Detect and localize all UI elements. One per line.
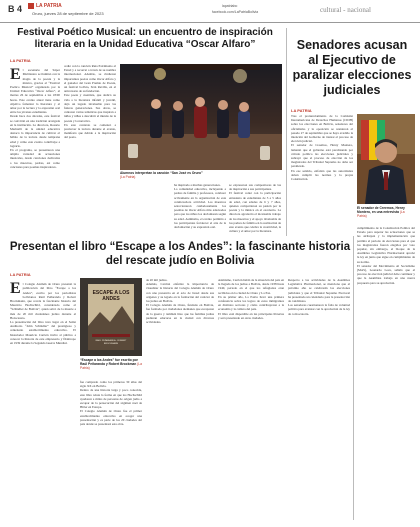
issue-date: Oruro, jueves 28 de septiembre de 2023 — [32, 11, 104, 16]
festival-col-2: cedió con la canción Ruta Patrimonio al Estrel y a recorrió a través de su nombre internacional. Además, se rindieron importantes poetas como Oscar Alfaro y el ganador del Gran Premio de Poesía, un festival bolivia, Iván Revilla, en el aniversario de su fundación. Este poeta y cuentista, que dedicó su vida a la literatura infantil y juvenil, dejó un legado invaluable para las futuras generaciones. Sus obras, se cantaron varias temáticas que inspiran a niños y niñas a descubrir el mundo de la poesía y la narrativa. En este contexto se comenzó a promover la lectura durante el evento, manifestó que debido a la inspiración del poeta. — [64, 64, 116, 140]
senador-portrait — [357, 114, 415, 204]
escape-byline: LA PATRIA — [10, 272, 31, 277]
escape-photo — [80, 278, 142, 356]
senadores-photo — [357, 114, 415, 204]
senadores-photo-caption: El senador de Creemos, Henry Montero, en una entrevista (La Patria) — [357, 206, 405, 219]
book-cover-authors: RAÚL PEÑARANDA · ROBERT BROCKMANN — [95, 340, 127, 345]
escape-col-5: Respecto a las actividades de la Asamblea Legislativa Plurinacional, se menciona que el próximo año se celebrarán las elecciones judiciales y que el Tribunal Supremo Electoral ha presentado un calendario para la preselección de candidatos. Los senadores cuestionaron la falta de voluntad política para avanzar con la aprobación de la ley de convocatoria. — [288, 278, 350, 316]
column-divider-lower — [353, 236, 354, 520]
senadores-col-2: cumplimiento de la Constitución Política del Estado para superar las actuaciones que se les atribuyen y la implementación que permita el periodo de elecciones para el que los magistrados fueron elegidos por voto popular, sin embargo, el bloque de la Asamblea Legislativa Plurinacional aprobó la ley en junio que sigue en cumplimiento de su norma. El senador del Movimiento Al Socialismo (MAS), Leonardo Loza, señaló que el proceso de elección judicial debe continuar y que la Asamblea trabaja en una nueva propuesta para su aprobación. — [357, 226, 415, 285]
escape-col-3: de 20 mil judíos. Además, Carrión enfatizó la importancia de visualizar la historia del Colegio Alemán de Oruro con una presencia en el acto de Israel desde sus orígenes y su legado en la formación del carácter de los judíos en Bolivia. El Colegio Alemán de Oruro, fundado en Bolivia, fue formado por ciudadanos alemanes que escaparon de la guerra y también hizo que las familias judías pudieran educarse en la ciudad con diversas actividades. — [146, 278, 214, 325]
escape-col-4: Asimismo, Carrión habló de la situación del país en la llegada de los judíos a Bolivia, desde 1938 hasta 1940, período en el que los refugiados eran recibidos en la ciudad de Oruro y La Paz. En su primer año, La Patria llevó una primera conferencia sobre los logros de estos inmigrantes en distintos sectores y cómo contribuyeron a la economía y la cultura del país. El libro está disponible en las principales librerías y será presentado en otras ciudades. — [218, 278, 284, 320]
escape-col-1: El Colegio Alemán de Oruro presentó la publicación del libro “Escape a los Andes”, escrito por los periodistas bolivianos Raúl Peñaranda y Robert Brockmann, que revela la fascinante historia del Mauricio Hochschild, considerado como el “Schindler de Bolivia”, quien salvó de la muerte a más de 20 mil ciudadanos judíos durante el Holocausto. La presentación del libro tuvo lugar en el Salón Auditorio “John Schindler” del prestigioso y centenario establecimiento educativo. El historiador Mauricio Carrión invitó al público a conocer la historia de este empresario y filántropo en 1939 durante la Segunda Guerra Mundial. — [10, 280, 76, 346]
festival-col-3: ha inspirado a muchas generaciones. La comunidad educativa, incluyendo a padres de familia y profesores, colaboró activamente en la organización de esta conmovedora actividad. Los maestros seleccionaron cuidadosamente los poemas de Oscar Alfaro más adecuados para que los niños los declamaran según su edad. Asimismo, el evento permitió a los participantes fortalecer el arte de la declamación y su expresión oral. — [174, 183, 226, 230]
senadores-col-1: Tras el pronunciamiento de la Comisión Interamericana de Derechos Humanos (CIDH) sobre los elecciones en Bolivia, senadores del oficialismo y la oposición se reunieron el pasado 27 de septiembre que se haya evadido la intención del Gobierno de transar el proceso de elección judicial. El senador de Creemos, Henry Montero, lamentó que el gobierno está paralizando por cálculo político las elecciones judiciales y subrayó que el proceso de elección de los magistrados del Tribunal Supremo no debe ser paralizado. En ese sentido, enfatizó que las autoridades deben cumplir las normas y la propia Constitución. — [291, 114, 353, 182]
senadores-headline: Senadores acusan al Ejecutivo de paralizar elecciones judiciales — [292, 38, 412, 97]
drop-cap: E — [10, 66, 21, 84]
page-header — [0, 0, 420, 23]
column-divider — [286, 28, 287, 236]
social-handle: lapatriabo — [222, 4, 238, 8]
paper-logo: LA PATRIA — [28, 3, 62, 9]
social-page: facebook.com/LaPatriaBolivia — [212, 10, 259, 14]
festival-photo-caption: Alumnos interpretan la canción “San José es Oruro” (La Patria) — [120, 171, 203, 180]
escape-col-2: fue comprado como los primeros 30 años del siglo XX en Bolivia. Dentro de una historia larga y poco conocida, este libro relata la forma en que los Hochschild ayudaron a miles de personas de origen judío a escapar de la persecución del régimen nazi de Hitler en Europa. El Colegio Alemán de Oruro fue el primer establecimiento educativo en acoger una presentación y es parte de los 20 ciudades del país donde se presentará esta obra. — [80, 380, 142, 427]
section-number: B 4 — [8, 4, 23, 14]
escape-headline: Presentan el libro “Escape a los Andes”: la fascinante historia del rescate judío en Bolivia — [9, 241, 351, 267]
festival-col-1: El escenario del Súper Multiteatro se iluminó con la magia de la poesía y la música, gracias al “Festival Poético Musical” organizado por la Unidad Educativa “Oscar Alfaro”, el martes 26 de septiembre a las 18:00 horas. Este evento anual tiene como objetivo fomentar la literatura y el amor por la lectura y la expresión oral entre los jóvenes estudiantes. Desde hace dos décadas, este festival se convirtió en una tradición arraigada en la institución. La directora, Rosario Marinelli de la unidad educativa destacó la importancia de cultivar el hábito de la lectura desde temprana edad y cómo este evento contribuye a lograrlo. En el programa, se presentaron una amplia variedad de actuaciones musicales, desde canciones dedicadas a los maestros, padres, así como canciones para poemas inspiradores. — [10, 66, 60, 169]
festival-col-4: se expresaron sus compositores de las de inspiración a sus participantes. El festival contó con la participación entusiasta de estudiantes de 3 a 5 años de edad, con edades de 6 y 7 años, quienes compartieron su pasión por la poesía y la música en el escenario. La directora agradeció el incansable trabajo de los maestros y el apoyo invaluable de los padres de familia en la realización de este evento que celebra la creatividad, la cultura y el amor por la literatura. — [229, 183, 281, 234]
festival-photo-image — [120, 64, 282, 170]
flag-icon — [28, 3, 34, 9]
senadores-byline: LA PATRIA — [291, 108, 312, 113]
festival-byline: LA PATRIA — [10, 58, 31, 63]
festival-headline: Festival Poético Musical: un encuentro de inspiración literaria en la Unidad Educativa “Oscar Alfaro” — [17, 27, 273, 50]
escape-photo-caption: “Escape a los Andes” fue escrito por Raúl Peñaranda y Robert Brockman (La Patria) — [80, 358, 142, 371]
book-cover-title: ESCAPE A LOS ANDES — [92, 290, 130, 302]
festival-photo — [120, 64, 282, 170]
page-category: cultural - nacional — [320, 6, 371, 14]
drop-cap: E — [10, 280, 21, 298]
